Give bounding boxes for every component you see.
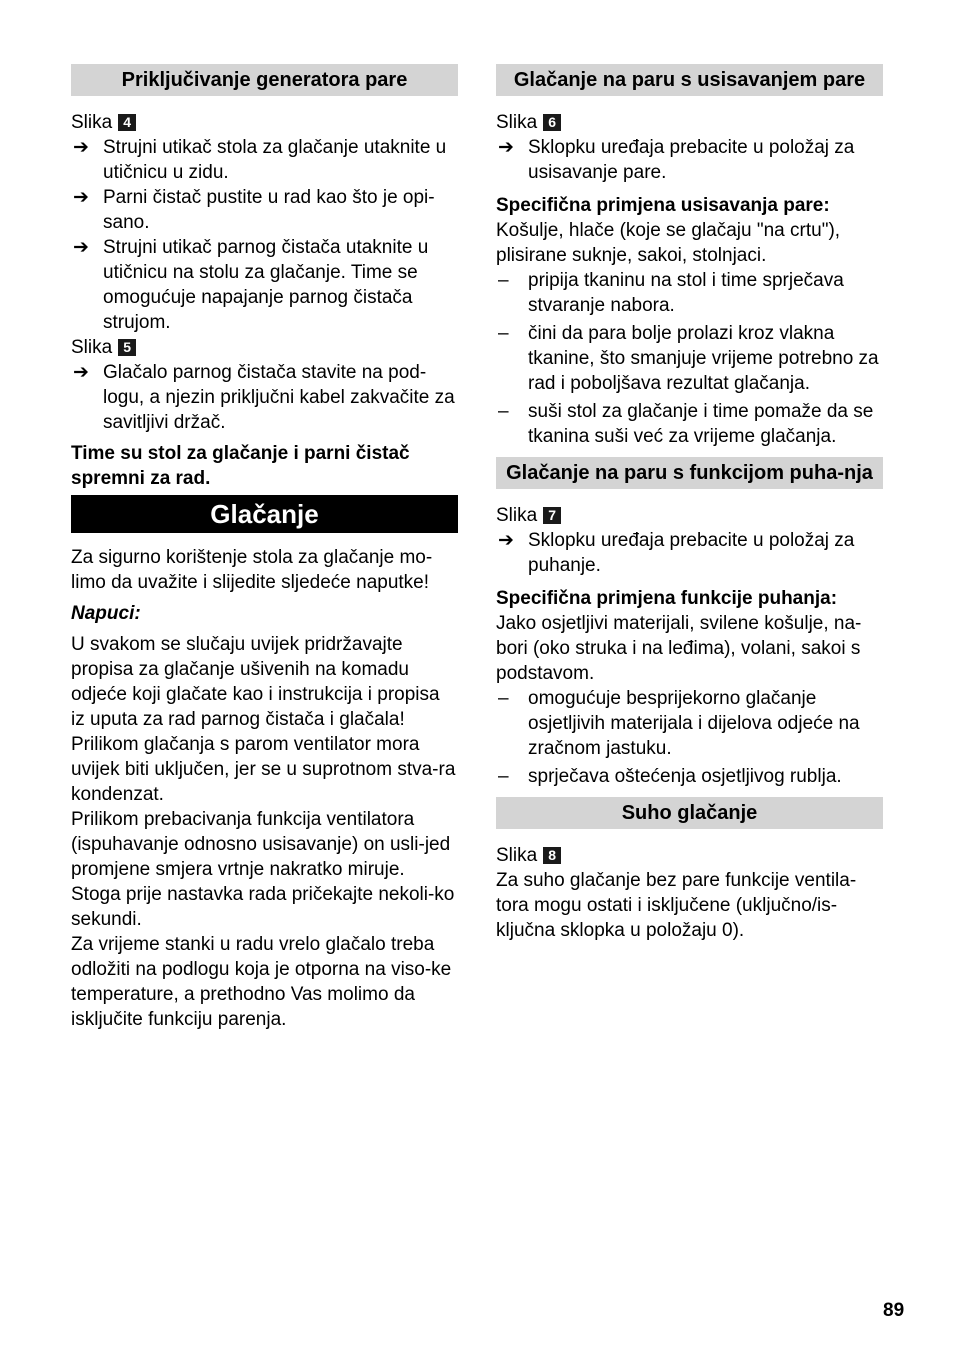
figure-ref	[496, 110, 883, 135]
arrow-icon: ➔	[73, 237, 89, 258]
page-number: 89	[883, 1300, 905, 1321]
step-item	[71, 185, 458, 235]
right-column	[496, 64, 883, 943]
figure-number: 5	[118, 339, 136, 356]
note-paragraph: U svakom se slučaju uvijek pridržavajte propisa za glačanje ušivenih na komadu odjeće koji glačate kao i instrukcija i propisa iz uputa za rad parnog čistača i glačala!	[71, 634, 440, 730]
section-heading-dry-ironing: Suho glačanje	[496, 797, 883, 829]
figure-ref	[71, 110, 458, 135]
arrow-icon: ➔	[498, 530, 514, 551]
arrow-icon: ➔	[73, 187, 89, 208]
list-item-text: omogućuje besprijekorno glačanje osjetljivih materijala i dijelova odjeće na zračnom jastuku.	[528, 688, 860, 759]
step-text: Glačalo parnog čistača stavite na pod-logu, a njezin priključni kabel zakvačite za savitljivi držač.	[103, 362, 455, 433]
dry-ironing-text: Za suho glačanje bez pare funkcije ventila-tora mogu ostati i isključene (uključno/is-ključna sklopka u položaju 0).	[496, 870, 857, 941]
list-item-text: čini da para bolje prolazi kroz vlakna tkanine, što smanjuje vrijeme potrebno za rad i poboljšava rezultat glačanja.	[528, 323, 879, 394]
dash-bullet: –	[498, 270, 509, 291]
note-paragraph: Za vrijeme stanki u radu vrelo glačalo treba odložiti na podlogu koja je otporna na viso-ke temperature, a prethodno Vas molimo da isključite funkciju parenja.	[71, 934, 452, 1030]
step-item	[71, 360, 458, 435]
figure-ref	[496, 503, 883, 528]
list-item	[496, 764, 883, 789]
dash-bullet: –	[498, 401, 509, 422]
figure-number: 7	[543, 507, 561, 524]
note-paragraph: Prilikom prebacivanja funkcija ventilatora (ispuhavanje odnosno usisavanje) on usli-jed promjene smjera vrtnje nakratko miruje. Stoga prije nastavka rada pričekajte nekoli-ko sekundi.	[71, 809, 455, 930]
step-item	[496, 528, 883, 578]
intro-text: Za sigurno korištenje stola za glačanje mo-limo da uvažite i slijedite sljedeće naputke!	[71, 547, 433, 593]
section-heading-connect: Priključivanje generatora pare	[71, 64, 458, 96]
list-item-text: suši stol za glačanje i time pomaže da se tkanina suši već za vrijeme glačanja.	[528, 401, 874, 447]
list-item	[496, 686, 883, 761]
figure-label: Slika	[71, 337, 113, 358]
step-text: Strujni utikač stola za glačanje utaknite u utičnicu u zidu.	[103, 137, 447, 183]
figure-number: 4	[118, 114, 136, 131]
notes-heading: Napuci:	[71, 603, 141, 624]
list-item	[496, 399, 883, 449]
step-text: Parni čistač pustite u rad kao što je opi-sano.	[103, 187, 435, 233]
figure-number: 8	[543, 847, 561, 864]
section-heading-steam-suction: Glačanje na paru s usisavanjem pare	[496, 64, 883, 96]
figure-number: 6	[543, 114, 561, 131]
usage-heading: Specifična primjena usisavanja pare:	[496, 195, 830, 216]
list-item	[496, 321, 883, 396]
arrow-icon: ➔	[498, 137, 514, 158]
step-text: Sklopku uređaja prebacite u položaj za usisavanje pare.	[528, 137, 855, 183]
section-heading-blowing: Glačanje na paru s funkcijom puha-nja	[496, 457, 883, 489]
arrow-icon: ➔	[73, 362, 89, 383]
list-item-text: sprječava oštećenja osjetljivog rublja.	[528, 766, 842, 787]
result-note: Time su stol za glačanje i parni čistač spremni za rad.	[71, 443, 410, 489]
figure-ref	[71, 335, 458, 360]
figure-label: Slika	[496, 505, 538, 526]
step-item	[71, 235, 458, 335]
arrow-icon: ➔	[73, 137, 89, 158]
left-column	[71, 64, 458, 1032]
usage-heading: Specifična primjena funkcije puhanja:	[496, 588, 838, 609]
list-item-text: pripija tkaninu na stol i time sprječava stvaranje nabora.	[528, 270, 844, 316]
dash-bullet: –	[498, 323, 509, 344]
step-text: Strujni utikač parnog čistača utaknite u utičnicu na stolu za glačanje. Time se omogućuje napajanje parnog čistača strujom.	[103, 237, 429, 333]
figure-label: Slika	[71, 112, 113, 133]
step-item	[71, 135, 458, 185]
figure-label: Slika	[496, 112, 538, 133]
dash-bullet: –	[498, 688, 509, 709]
step-text: Sklopku uređaja prebacite u položaj za puhanje.	[528, 530, 855, 576]
figure-ref	[496, 843, 883, 868]
usage-text: Jako osjetljivi materijali, svilene košulje, na-bori (oko struka i na leđima), volani, sakoi s podstavom.	[496, 613, 862, 684]
note-paragraph: Prilikom glačanja s parom ventilator mora uvijek biti uključen, jer se u suprotnom stva-ra kondenzat.	[71, 734, 456, 805]
usage-text: Košulje, hlače (koje se glačaju "na crtu"), plisirane suknje, sakoi, stolnjaci.	[496, 220, 841, 266]
step-item	[496, 135, 883, 185]
list-item	[496, 268, 883, 318]
main-heading-ironing: Glačanje	[71, 495, 458, 533]
dash-bullet: –	[498, 766, 509, 787]
figure-label: Slika	[496, 845, 538, 866]
